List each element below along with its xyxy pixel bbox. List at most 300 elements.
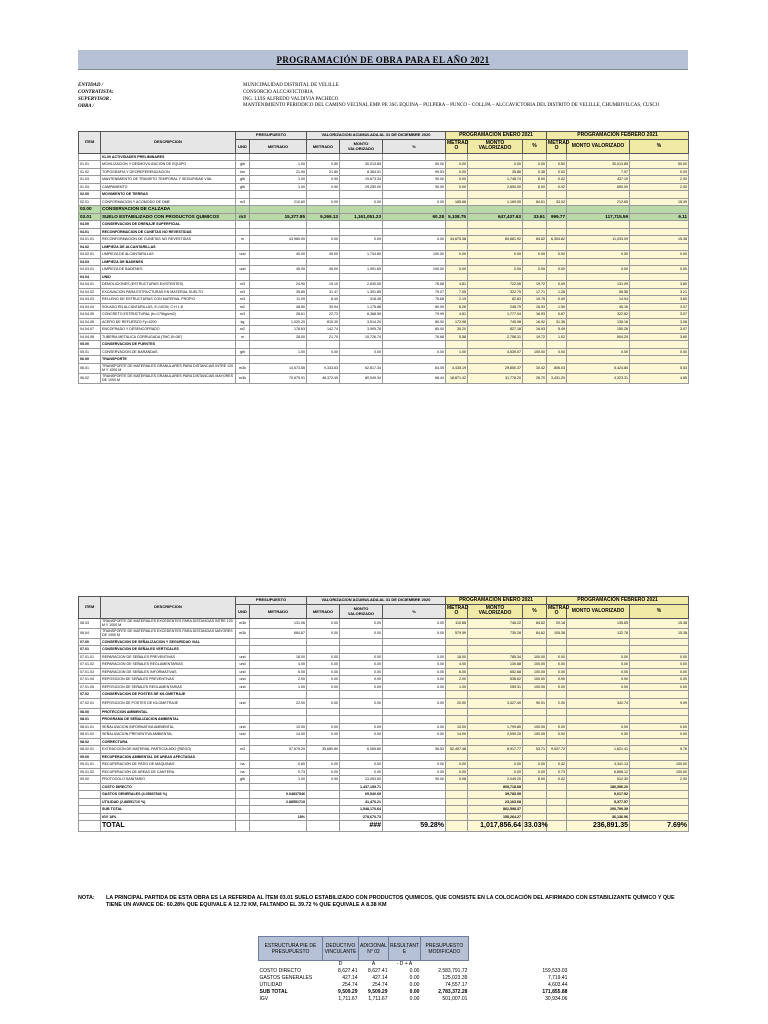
info-value: MUNICIPALIDAD DISTRITAL DE VELILLE [243, 83, 339, 88]
table-cell: 14.00 [250, 731, 307, 739]
table-cell: glb [236, 183, 250, 191]
table-row [79, 646, 689, 654]
structure-subheader [468, 961, 568, 969]
header-enero: PROGRAMACIÓN ENERO 2021 [446, 597, 547, 605]
table-cell: IGV 18% [101, 813, 236, 821]
table-cell [236, 356, 250, 364]
table-cell [307, 798, 340, 806]
table-cell [250, 753, 307, 761]
table-row [79, 783, 689, 791]
table-cell: m3k [236, 618, 250, 628]
table-row [79, 821, 689, 832]
table-cell: 0.00 [383, 683, 446, 691]
table-cell: EXTRACCION DE MATERIAL PARTICULADO (RIEGO) [101, 746, 236, 754]
table-cell: 0.00 [630, 731, 689, 739]
table-cell: 6,065.80 [340, 746, 383, 754]
table-cell [547, 273, 567, 281]
table-cell [567, 708, 630, 716]
table-cell: 0.00 [523, 761, 547, 769]
table-cell: 4.00 [446, 661, 468, 669]
structure-cell: 501,007.01 [442, 996, 468, 1002]
table-cell: m3 [236, 198, 250, 206]
table-cell: 0.00 [630, 266, 689, 274]
table-row [79, 813, 689, 821]
table-cell [468, 206, 523, 214]
table-cell: 185.68 [446, 198, 468, 206]
table-cell: UNID [101, 273, 236, 281]
table-cell: 30,013.85 [340, 161, 383, 169]
table-cell: 04.03 [79, 258, 101, 266]
info-key: SUPERVISOR . [78, 97, 112, 102]
table-row [79, 161, 689, 169]
table-cell: 278,670.73 [340, 813, 383, 821]
table-cell [630, 738, 689, 746]
header-metrado: METRADO [250, 604, 307, 618]
table-cell [523, 228, 547, 236]
table-cell: 8,368.59 [340, 311, 383, 319]
table-cell: 1.00 [446, 683, 468, 691]
table-cell: 0.00 [307, 768, 340, 776]
structure-cell: 7,719.41 [547, 975, 568, 981]
table-cell: 100.00 [383, 251, 446, 259]
table-cell: 2.00 [630, 776, 689, 784]
table-cell: 1.00 [446, 348, 468, 356]
table-cell [236, 691, 250, 699]
table-cell [523, 356, 547, 364]
table-cell [468, 691, 523, 699]
structure-row [259, 975, 569, 982]
header-und: UND [236, 604, 250, 618]
table-cell [630, 753, 689, 761]
table-cell: 10.00 [250, 723, 307, 731]
table-cell [468, 228, 523, 236]
table-row [79, 668, 689, 676]
info-value: MANTENIMIENTO PERIODICO DEL CAMINO VECINAL EMP. PE 3SG EQUINA – PULPERA – PUNCO – COLLPA – ALCCAVICTORIA DEL DISTRITO DE VELILLE, CHUMBIVILCAS, CUSCO [243, 103, 660, 108]
table-row [79, 288, 689, 296]
table-cell: 09.00 [79, 776, 101, 784]
table-cell: 135.85 [567, 618, 630, 628]
table-cell [446, 753, 468, 761]
table-cell: ENCOFRADO Y DESENCOFRADO [101, 326, 236, 334]
table-cell [468, 243, 523, 251]
table-cell: 39.80 [250, 288, 307, 296]
table-row [79, 753, 689, 761]
table-cell [250, 691, 307, 699]
table-cell [307, 738, 340, 746]
header-valorizacion: VALORIZACION ACUMULADA AL 31 DE DICIEMBRE 2020 [307, 597, 446, 605]
table-cell: RECUPERACION DE AREAS DE CANTERA [101, 768, 236, 776]
table-row [79, 243, 689, 251]
table-cell: 248.79 [468, 303, 523, 311]
table-cell [468, 738, 523, 746]
table-cell: m3 [236, 746, 250, 754]
table-cell [547, 206, 567, 214]
table-cell: 0.02 [547, 176, 567, 184]
table-cell [468, 273, 523, 281]
table-cell: CONSERVACION DE BARANDAS [101, 348, 236, 356]
table-cell: CONFORMACION Y ACOMODO DE DME [101, 198, 236, 206]
table-cell: 05.01 [79, 348, 101, 356]
table-cell [523, 638, 547, 646]
table-cell [307, 813, 340, 821]
table-cell [567, 153, 630, 161]
table-cell: UTILIDAD (2.88551710 %) [101, 798, 236, 806]
table-cell: 0.50 [307, 161, 340, 169]
table-row [79, 723, 689, 731]
table-cell: 0.02 [547, 776, 567, 784]
table-cell: 342.74 [567, 698, 630, 708]
table-cell: 0.00 [630, 661, 689, 669]
table-row [79, 618, 689, 628]
header-presupuesto: PRESUPUESTO [236, 597, 307, 605]
table-cell: RECONFORMACION DE CUNETAS NO REVESTIDAS [101, 228, 236, 236]
table-cell: 0.02 [547, 168, 567, 176]
table-cell: 100.00 [523, 348, 547, 356]
table-cell [307, 243, 340, 251]
table-cell: und [236, 676, 250, 684]
table-cell [567, 243, 630, 251]
table-cell: 1.02 [547, 333, 567, 341]
table-cell [567, 356, 630, 364]
table-cell: PROTECCION AMBIENTAL [101, 708, 236, 716]
project-info [78, 82, 688, 117]
table-cell [340, 708, 383, 716]
table-row [79, 273, 689, 281]
table-row [79, 153, 689, 161]
structure-cell: 159,533.03 [542, 968, 568, 974]
table-cell [468, 356, 523, 364]
table-cell [383, 716, 446, 724]
table-cell: 100.00 [523, 661, 547, 669]
table-cell: 35.86 [468, 168, 523, 176]
table-cell: 0.00 [547, 653, 567, 661]
table-cell: TRANSPORTE DE MATERIALES EXCEDENTES PARA DISTANCIAS MAYORES DE 1000 M [101, 628, 236, 638]
table-cell: COSTO DIRECTO [101, 783, 236, 791]
table-cell: TUBERIA METALICA CORRUGADA (TMC Ø=36") [101, 333, 236, 341]
table-cell: 06.00 [79, 356, 101, 364]
table-cell: 100.00 [523, 723, 547, 731]
table-cell: 0.00 [567, 731, 630, 739]
table-cell: 0.00 [630, 348, 689, 356]
table-cell [250, 221, 307, 229]
table-cell: 8,917.77 [468, 746, 523, 754]
table-cell: 9.76 [630, 746, 689, 754]
table-row [79, 653, 689, 661]
table-cell: 18,871.42 [446, 373, 468, 383]
table-cell [446, 638, 468, 646]
table-cell [468, 153, 523, 161]
table-cell: 0.00 [468, 161, 523, 169]
table-cell: 09.00 [79, 753, 101, 761]
header-febrero: PROGRAMACIÓN FEBRERO 2021 [547, 597, 689, 605]
table-cell: 105.38 [547, 628, 567, 638]
table-cell: 14.94 [567, 296, 630, 304]
table-cell [307, 206, 340, 214]
table-cell: 1,169.50 [468, 198, 523, 206]
table-cell: 01.00 ACTIVIDADES PRELIMINARES [101, 153, 236, 161]
table-cell: 14,573.55 [250, 363, 307, 373]
table-cell: 0.00 [547, 723, 567, 731]
table-cell: 132.78 [567, 628, 630, 638]
table-cell: 5.58 [446, 333, 468, 341]
table-cell: 0.90 [307, 176, 340, 184]
table-cell: 0.00 [340, 723, 383, 731]
table-cell [79, 791, 101, 799]
table-cell: 0.00 [547, 731, 567, 739]
table-cell: 34,675.38 [446, 236, 468, 244]
table-cell: km [236, 168, 250, 176]
table-cell: 0.00 [307, 348, 340, 356]
table-cell: 0.00 [383, 236, 446, 244]
table-cell [547, 153, 567, 161]
table-cell: 652.68 [468, 668, 523, 676]
table-cell: MOVILIZACION Y DESMOVILIZACION DE EQUIPO [101, 161, 236, 169]
table-cell [547, 356, 567, 364]
table-cell: 40.00 [307, 251, 340, 259]
table-cell: 8.00 [523, 183, 547, 191]
table-cell: 0.00 [567, 723, 630, 731]
table-cell: 100.00 [523, 668, 547, 676]
table-cell: 0.00 [630, 723, 689, 731]
table-cell: 36,136.96 [567, 813, 630, 821]
table-cell: 2.00 [630, 183, 689, 191]
table-cell [340, 221, 383, 229]
table-cell [79, 813, 101, 821]
table-cell: 30.20 [446, 326, 468, 334]
header-descripcion: DESCRIPCION [101, 597, 236, 619]
table-cell [567, 206, 630, 214]
structure-cell: IGV [259, 996, 269, 1002]
table-cell: 5,377.57 [567, 798, 630, 806]
structure-row [259, 996, 569, 1003]
table-cell: 33.02 [547, 198, 567, 206]
table-cell: 23,053.50 [340, 776, 383, 784]
table-cell: 3,909.78 [340, 326, 383, 334]
table-cell: 8.40 [307, 296, 340, 304]
table-cell [547, 716, 567, 724]
table-cell: 4.81 [446, 311, 468, 319]
table-cell: CONSERVACION DE SEÑALES VERTICALES [101, 646, 236, 654]
table-cell [446, 341, 468, 349]
table-cell: 4,435.19 [446, 363, 468, 373]
structure-cell: 30,934.06 [545, 996, 568, 1002]
table-cell: 79.99 [383, 311, 446, 319]
table-cell: 0.60 [250, 761, 307, 769]
table-cell: 0.50 [547, 161, 567, 169]
table-cell: 1.00 [250, 683, 307, 691]
structure-cell: 8,627.41 [338, 968, 358, 974]
table-row [79, 738, 689, 746]
table-cell [340, 646, 383, 654]
info-row-supervisor [78, 96, 688, 103]
info-key: ENTIDAD / [78, 83, 104, 88]
table-cell: 6.00 [250, 668, 307, 676]
table-cell: RECUPERACION AMBIENTAL DE AREAS AFECTADAS [101, 753, 236, 761]
table-cell: 50.00 [383, 161, 446, 169]
table-cell [307, 191, 340, 199]
table-cell: 45.00 [250, 266, 307, 274]
table-cell [630, 191, 689, 199]
table-cell: TRANSPORTE DE MATERIALES GRANULARES PARA DISTANCIAS MAYORES DE 1000 M [101, 373, 236, 383]
table-cell [523, 191, 547, 199]
header-metrado: METRADO [307, 139, 340, 153]
structure-subheader [259, 961, 323, 969]
table-cell [307, 646, 340, 654]
table-row [79, 341, 689, 349]
table-cell: 142.74 [307, 326, 340, 334]
table-cell: 0.00 [340, 236, 383, 244]
table-cell: 8,384.51 [340, 168, 383, 176]
table-cell: 3.60 [630, 296, 689, 304]
table-cell: 21.80 [307, 168, 340, 176]
header-metrado-febrero: METRAD O [548, 605, 570, 616]
table-cell: 07.01.01 [79, 653, 101, 661]
table-cell: 48.80 [250, 303, 307, 311]
table-cell: 722.06 [468, 281, 523, 289]
table-cell [236, 708, 250, 716]
table-cell: REPOSICION DE POSTES DE KILOMETRAJE [101, 698, 236, 708]
table-cell [383, 206, 446, 214]
table-row [79, 296, 689, 304]
table-row [79, 373, 689, 383]
table-cell: 322.75 [468, 288, 523, 296]
table-cell: 45.16 [567, 303, 630, 311]
table-cell [250, 708, 307, 716]
table-cell: 11,033.09 [567, 236, 630, 244]
table-cell: 200,790.39 [567, 806, 630, 814]
table-cell [547, 806, 567, 814]
table-cell: 0.00 [383, 698, 446, 708]
table-row [79, 303, 689, 311]
table-cell: 1.00 [250, 348, 307, 356]
table-cell: 3,431.20 [547, 373, 567, 383]
structure-cell: 0.00 [409, 989, 420, 995]
table-cell: 579.59 [446, 628, 468, 638]
table-cell: 01.01 [79, 161, 101, 169]
table-cell [236, 221, 250, 229]
header-monto-valorizado: MONTO VALORIZADO [340, 139, 383, 153]
table-cell: 155,264.27 [468, 813, 523, 821]
table-row [79, 348, 689, 356]
table-cell [383, 791, 446, 799]
table-cell [630, 228, 689, 236]
table-cell [446, 691, 468, 699]
table-cell: 0.04837546 [250, 791, 307, 799]
table-cell: LIMPIEZA DE ALCANTARILLAS [101, 251, 236, 259]
table-row [79, 731, 689, 739]
structure-cell: 2,583,791.72 [438, 968, 468, 974]
table-cell [523, 716, 547, 724]
table-cell: 0.40 [547, 296, 567, 304]
table-cell: GASTOS GENERALES (4.05837546 %) [101, 791, 236, 799]
table-cell [523, 708, 547, 716]
table-cell: 29,850.37 [468, 363, 523, 373]
table-cell [236, 646, 250, 654]
table-cell [446, 221, 468, 229]
table-cell: 20.00 [446, 698, 468, 708]
table-cell [630, 258, 689, 266]
table-cell [307, 753, 340, 761]
table-cell [547, 738, 567, 746]
table-cell: 75.68 [383, 296, 446, 304]
table-cell: 04.04 [79, 273, 101, 281]
table-cell [79, 153, 101, 161]
table-cell [250, 228, 307, 236]
table-cell: 0.00 [547, 266, 567, 274]
header-metrado-enero: METRAD O [447, 605, 469, 616]
table-cell: 647,437.63 [468, 213, 523, 221]
table-cell [383, 258, 446, 266]
table-cell [236, 716, 250, 724]
table-cell: 2.88551710 [250, 798, 307, 806]
table-cell: 1,161,051.23 [340, 213, 383, 221]
table-row [79, 356, 689, 364]
table-cell [446, 191, 468, 199]
table-cell [340, 243, 383, 251]
table-cell: 150.26 [567, 326, 630, 334]
table-cell: 4,323.31 [567, 373, 630, 383]
table-cell: 90.00 [383, 776, 446, 784]
table-row [79, 183, 689, 191]
structure-row [259, 982, 569, 989]
table-cell [630, 708, 689, 716]
table-cell: 0.00 [523, 768, 547, 776]
structure-cell: 1,711.67 [338, 996, 358, 1002]
table-cell: 0.09 [630, 168, 689, 176]
table-cell: 0.00 [446, 161, 468, 169]
table-cell [307, 638, 340, 646]
table-cell: REPOSICION DE SEÑALES REGLAMENTARIAS [101, 683, 236, 691]
table-cell: 07.01 [79, 646, 101, 654]
table-cell [547, 798, 567, 806]
table-cell: 26.70 [523, 373, 547, 383]
table-cell: 07.01.02 [79, 661, 101, 669]
structure-cell: 2,783,372.28 [438, 989, 468, 995]
info-value: CONSORCIO ALCCAVICTORIA [243, 90, 313, 95]
table-cell: 79.07 [383, 288, 446, 296]
table-cell: 0.08 [446, 776, 468, 784]
table-cell: 08.02.01 [79, 746, 101, 754]
structure-cell: 9,509.29 [368, 989, 388, 995]
table-cell: 9,269.13 [307, 213, 340, 221]
table-cell [446, 153, 468, 161]
table-cell [523, 646, 547, 654]
table-row [79, 628, 689, 638]
table-cell [383, 753, 446, 761]
header-row-groups [79, 132, 689, 140]
table-cell [307, 783, 340, 791]
table-row [79, 683, 689, 691]
table-cell: m [236, 333, 250, 341]
table-cell [630, 356, 689, 364]
structure-cell: 9,509.29 [338, 989, 358, 995]
table-cell: 48,372.49 [307, 373, 340, 383]
table-cell: 07.02 [79, 691, 101, 699]
table-cell [250, 258, 307, 266]
table-cell: 1.00 [250, 776, 307, 784]
table-cell: 9,333.63 [307, 363, 340, 373]
table-cell [307, 708, 340, 716]
header-item: ITEM [79, 597, 101, 619]
header-pct-enero: % [523, 139, 547, 153]
table-cell: 33.03% [523, 821, 547, 832]
header-item: ITEM [79, 132, 101, 154]
table-cell: 04.04.08 [79, 333, 101, 341]
table-cell: TRANSPORTE [101, 356, 236, 364]
table-cell: PROGRAMA DE SEÑALIZACION AMBIENTAL [101, 716, 236, 724]
table-cell: 21.90 [250, 168, 307, 176]
table-cell: 2.00 [547, 698, 567, 708]
